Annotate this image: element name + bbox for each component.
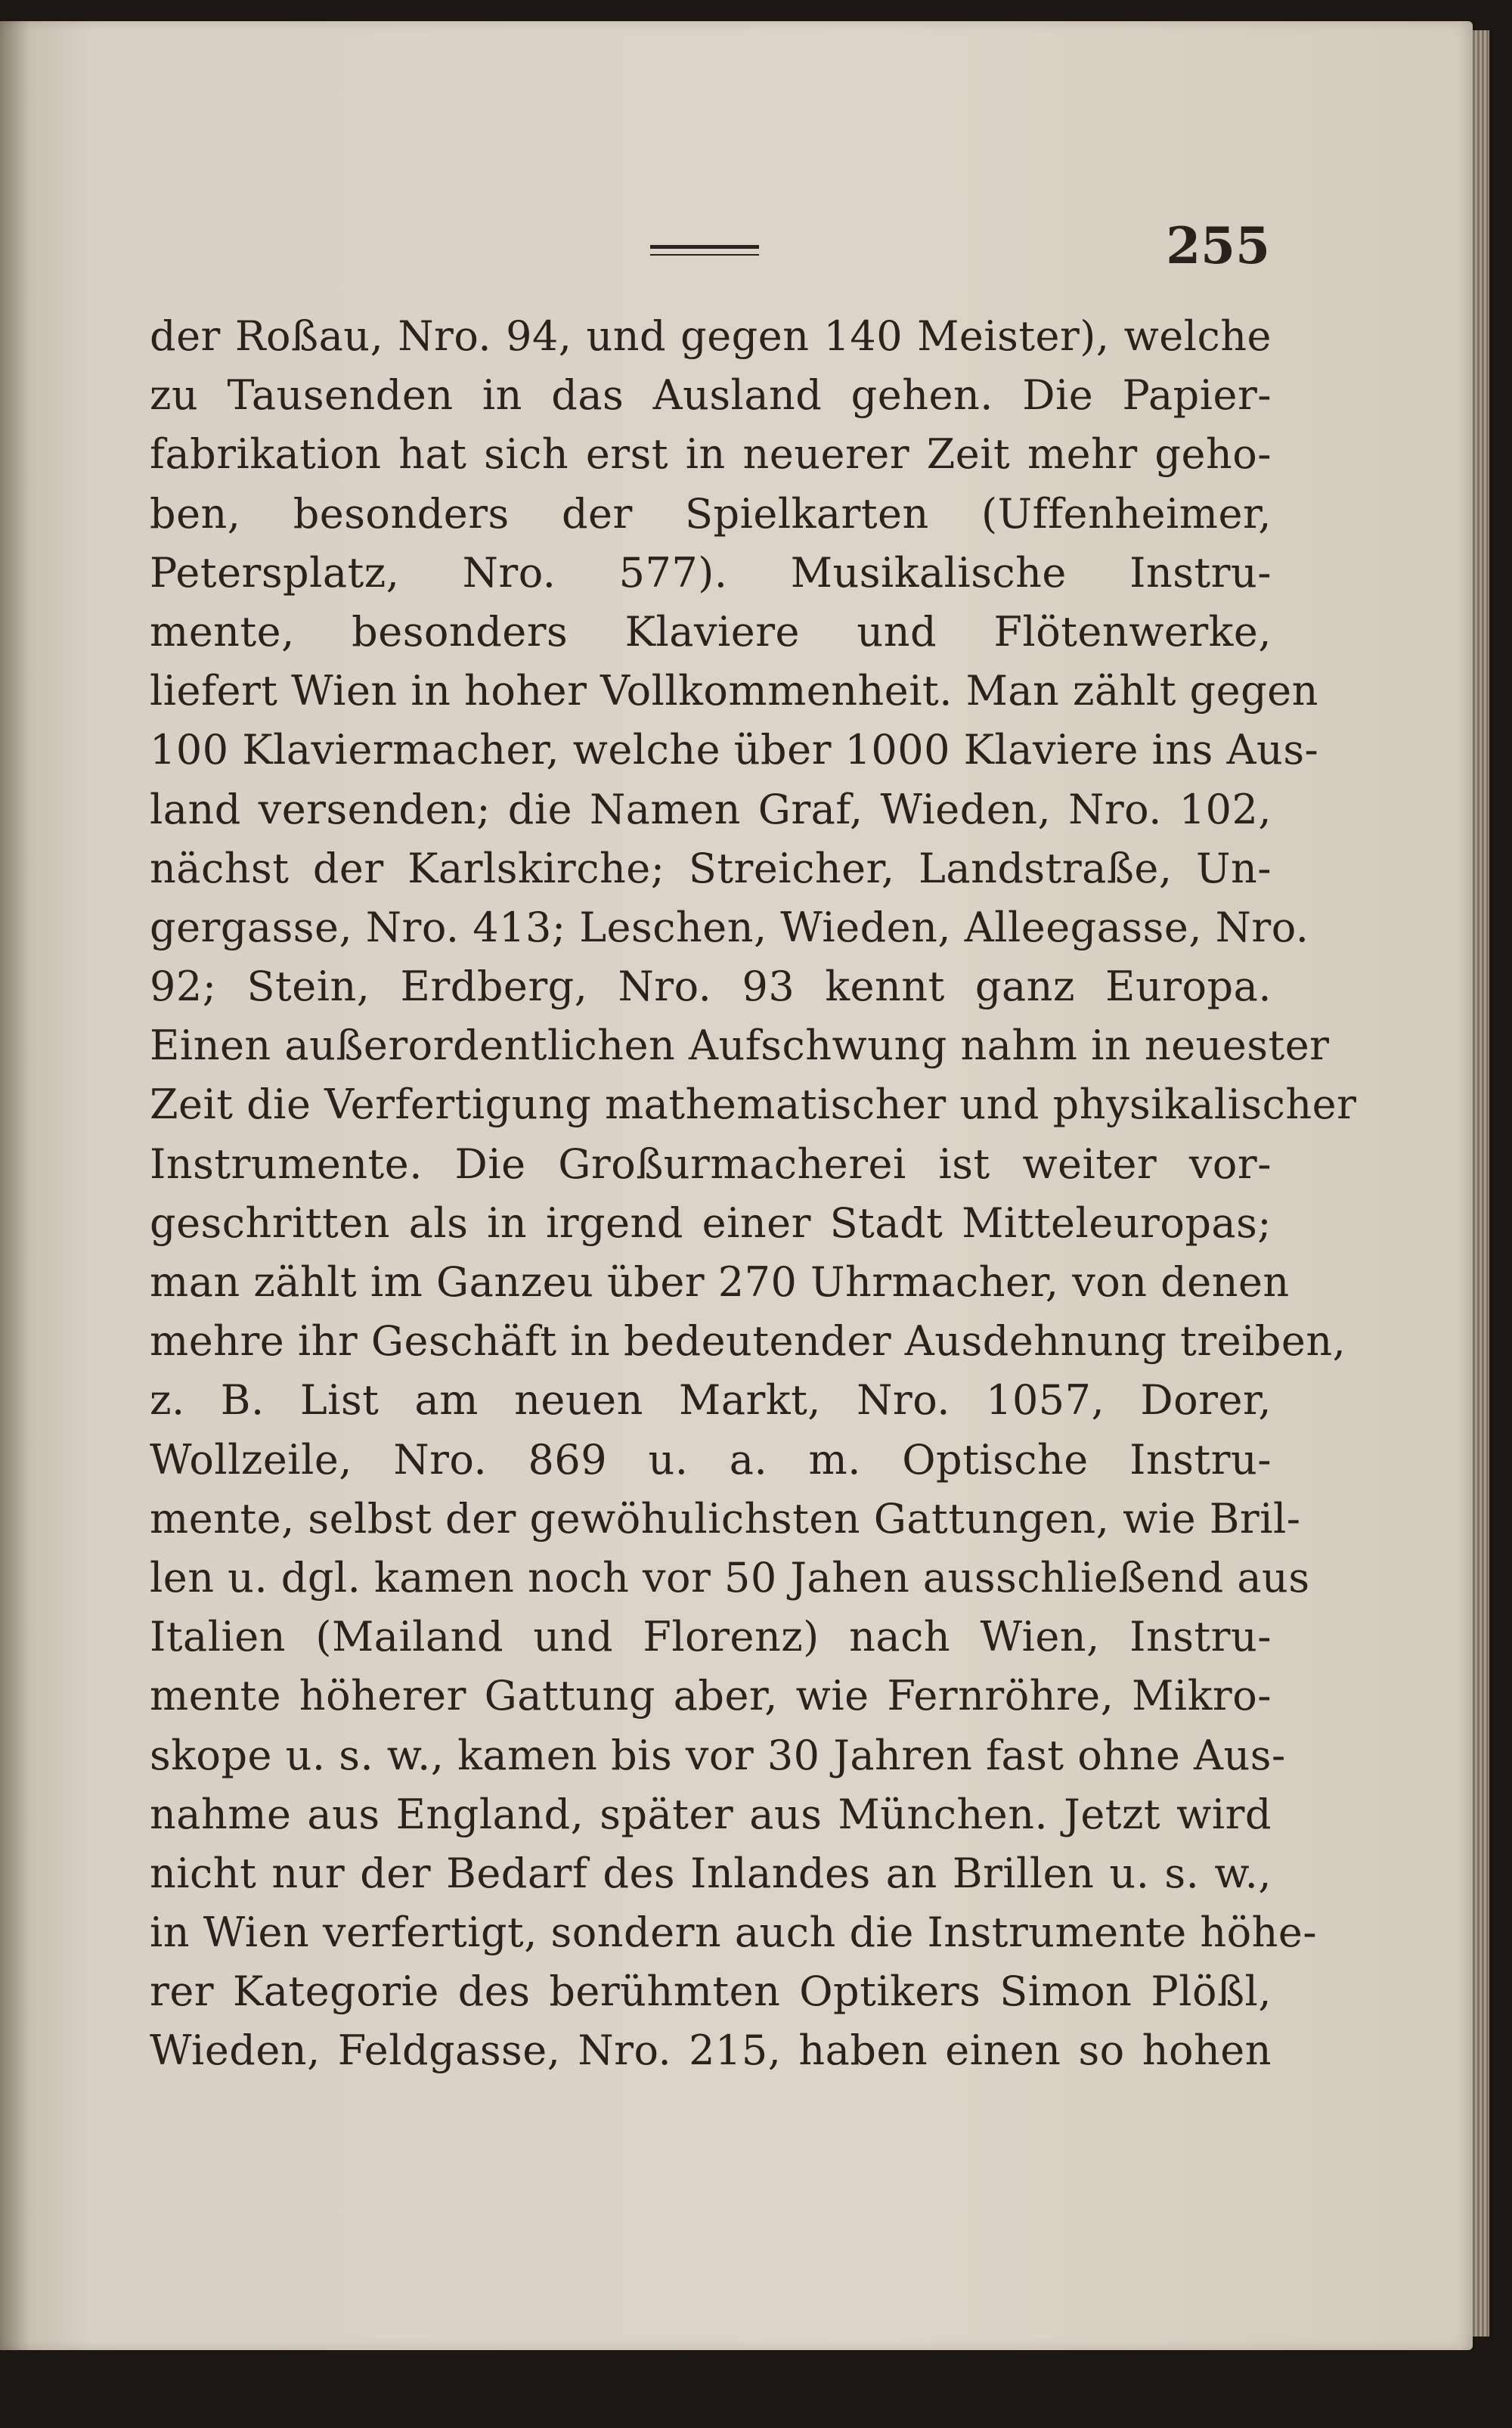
body-text bbox=[150, 312, 1357, 2086]
text-line: mente höherer Gattung aber, wie Fernröhre, Mikro- bbox=[150, 1672, 1272, 1720]
text-line: gergasse, Nro. 413; Leschen, Wieden, Alleegasse, Nro. bbox=[150, 903, 1309, 951]
text-line: in Wien verfertigt, sondern auch die Instrumente höhe- bbox=[150, 1909, 1318, 1957]
text-line: Einen außerordentlichen Aufschwung nahm in neuester bbox=[150, 1022, 1330, 1070]
text-line: ben, besonders der Spielkarten (Uffenheimer, bbox=[150, 489, 1272, 538]
header-rule bbox=[650, 245, 759, 256]
text-line: nahme aus England, später aus München. Jetzt wird bbox=[150, 1790, 1272, 1838]
text-line: Zeit die Verfertigung mathematischer und physikalischer bbox=[150, 1081, 1357, 1129]
text-line: 92; Stein, Erdberg, Nro. 93 kennt ganz Europa. bbox=[150, 963, 1272, 1011]
text-line: Instrumente. Die Großurmacherei ist weiter vor- bbox=[150, 1140, 1272, 1188]
text-line: rer Kategorie des berühmten Optikers Simon Plößl, bbox=[150, 1968, 1272, 2016]
text-line: land versenden; die Namen Graf, Wieden, Nro. 102, bbox=[150, 785, 1272, 833]
text-line: zu Tausenden in das Ausland gehen. Die Papier- bbox=[150, 371, 1272, 420]
text-line: 100 Klaviermacher, welche über 1000 Klaviere ins Aus- bbox=[150, 726, 1319, 774]
text-line: len u. dgl. kamen noch vor 50 Jahen ausschließend aus bbox=[150, 1553, 1310, 1602]
text-line: geschritten als in irgend einer Stadt Mitteleuropas; bbox=[150, 1198, 1272, 1247]
text-line: skope u. s. w., kamen bis vor 30 Jahren fast ohne Aus- bbox=[150, 1731, 1286, 1779]
text-line: fabrikation hat sich erst in neuerer Zeit mehr geho- bbox=[150, 430, 1272, 479]
text-line: Wollzeile, Nro. 869 u. a. m. Optische Instru- bbox=[150, 1435, 1272, 1484]
text-line: Wieden, Feldgasse, Nro. 215, haben einen so hohen bbox=[150, 2026, 1272, 2075]
page-edge bbox=[1473, 30, 1489, 2337]
text-line: z. B. List am neuen Markt, Nro. 1057, Dorer, bbox=[150, 1376, 1272, 1425]
text-line: mehre ihr Geschäft in bedeutender Ausdehnung treiben, bbox=[150, 1317, 1346, 1366]
text-line: man zählt im Ganzeu über 270 Uhrmacher, von denen bbox=[150, 1258, 1290, 1306]
text-line: mente, besonders Klaviere und Flötenwerke, bbox=[150, 607, 1272, 656]
text-line: liefert Wien in hoher Vollkommenheit. Man zählt gegen bbox=[150, 667, 1318, 715]
page-number: 255 bbox=[1166, 216, 1270, 275]
text-line: mente, selbst der gewöhulichsten Gattungen, wie Bril- bbox=[150, 1494, 1301, 1543]
text-line: nicht nur der Bedarf des Inlandes an Brillen u. s. w., bbox=[150, 1849, 1272, 1897]
book-page bbox=[0, 21, 1473, 2350]
text-line: Petersplatz, Nro. 577). Musikalische Instru- bbox=[150, 548, 1272, 597]
text-line: Italien (Mailand und Florenz) nach Wien, Instru- bbox=[150, 1613, 1272, 1661]
text-line: der Roßau, Nro. 94, und gegen 140 Meister), welche bbox=[150, 312, 1272, 360]
text-line: nächst der Karlskirche; Streicher, Landstraße, Un- bbox=[150, 844, 1272, 892]
